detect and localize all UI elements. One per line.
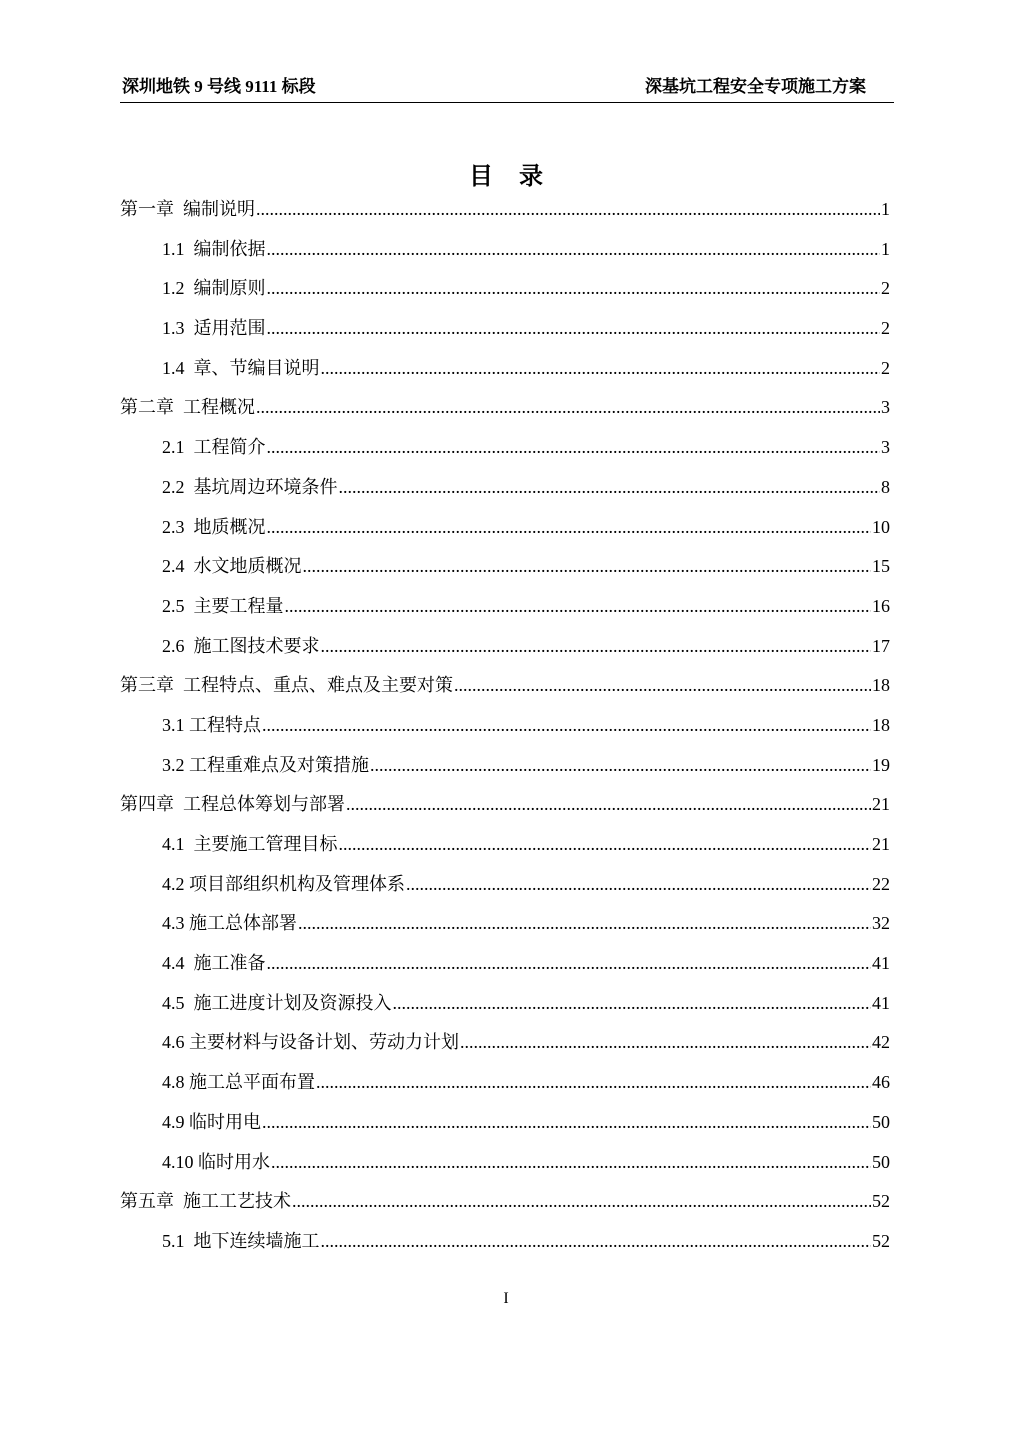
toc-dot-leader <box>267 435 881 459</box>
toc-entry-page: 19 <box>872 754 890 775</box>
toc-section-entry[interactable] <box>120 594 890 634</box>
toc-entry-label: 4.6 主要材料与设备计划、劳动力计划 <box>162 1032 459 1053</box>
toc-dot-leader <box>262 1110 871 1134</box>
toc-entry-label: 4.5 施工进度计划及资源投入 <box>162 992 392 1013</box>
toc-section-entry[interactable] <box>120 1110 890 1150</box>
toc-entry-label: 5.1 地下连续墙施工 <box>162 1230 320 1251</box>
toc-dot-leader <box>267 515 872 539</box>
toc-entry-label: 4.9 临时用电 <box>162 1111 261 1132</box>
toc-entry-label: 2.3 地质概况 <box>162 516 266 537</box>
toc-dot-leader <box>393 991 872 1015</box>
toc-dot-leader <box>370 753 871 777</box>
header-document-title: 深基坑工程安全专项施工方案 <box>645 77 866 96</box>
toc-entry-label: 第五章 施工工艺技术 <box>120 1191 291 1212</box>
toc-entry-page: 22 <box>872 873 890 894</box>
toc-dot-leader <box>262 713 871 737</box>
toc-dot-leader <box>460 1030 871 1054</box>
toc-section-entry[interactable] <box>120 872 890 912</box>
toc-title: 目录 <box>469 164 569 190</box>
page-header <box>120 72 894 103</box>
table-of-contents <box>120 197 890 1269</box>
toc-entry-page: 41 <box>872 992 890 1013</box>
toc-section-entry[interactable] <box>120 713 890 753</box>
toc-section-entry[interactable] <box>120 832 890 872</box>
toc-entry-label: 2.1 工程简介 <box>162 437 266 458</box>
toc-entry-page: 1 <box>881 238 890 259</box>
toc-entry-label: 3.2 工程重难点及对策措施 <box>162 754 369 775</box>
toc-dot-leader <box>316 1070 871 1094</box>
toc-section-entry[interactable] <box>120 1229 890 1269</box>
toc-entry-page: 2 <box>881 318 890 339</box>
toc-entry-label: 第一章 编制说明 <box>120 199 255 219</box>
toc-entry-page: 16 <box>872 595 890 616</box>
toc-section-entry[interactable] <box>120 435 890 475</box>
toc-section-entry[interactable] <box>120 753 890 793</box>
toc-section-entry[interactable] <box>120 276 890 316</box>
toc-dot-leader <box>256 395 880 419</box>
toc-entry-label: 4.8 施工总平面布置 <box>162 1072 315 1093</box>
toc-entry-label: 第四章 工程总体筹划与部署 <box>120 794 345 815</box>
toc-entry-label: 第二章 工程概况 <box>120 397 255 418</box>
toc-chapter-entry[interactable] <box>120 1189 890 1229</box>
toc-dot-leader <box>267 276 881 300</box>
toc-entry-label: 4.1 主要施工管理目标 <box>162 834 338 854</box>
toc-dot-leader <box>271 1150 871 1174</box>
toc-dot-leader <box>321 1229 872 1253</box>
header-project-name: 深圳地铁 9 号线 9111 标段 <box>122 77 316 96</box>
toc-section-entry[interactable] <box>120 475 890 515</box>
toc-dot-leader <box>267 316 881 340</box>
toc-entry-page: 52 <box>872 1191 890 1212</box>
toc-entry-page: 46 <box>872 1072 890 1093</box>
toc-entry-label: 3.1 工程特点 <box>162 714 261 735</box>
page-number: I <box>503 1290 509 1307</box>
toc-chapter-entry[interactable] <box>120 792 890 832</box>
toc-dot-leader <box>303 554 872 578</box>
toc-entry-page: 18 <box>872 675 890 696</box>
toc-section-entry[interactable] <box>120 316 890 356</box>
toc-entry-label: 1.4 章、节编目说明 <box>162 357 320 378</box>
toc-dot-leader <box>339 475 881 499</box>
toc-entry-page: 21 <box>872 794 890 815</box>
toc-entry-page: 42 <box>872 1032 890 1053</box>
toc-section-entry[interactable] <box>120 1030 890 1070</box>
toc-entry-page: 3 <box>881 437 890 458</box>
toc-section-entry[interactable] <box>120 951 890 991</box>
toc-entry-page: 3 <box>881 397 890 418</box>
toc-entry-label: 第三章 工程特点、重点、难点及主要对策 <box>120 675 453 696</box>
toc-entry-label: 1.2 编制原则 <box>162 278 266 299</box>
toc-dot-leader <box>267 237 881 261</box>
toc-dot-leader <box>339 832 872 856</box>
toc-entry-label: 4.2 项目部组织机构及管理体系 <box>162 873 405 894</box>
toc-entry-label: 2.6 施工图技术要求 <box>162 635 320 656</box>
toc-dot-leader <box>321 356 881 380</box>
toc-entry-page: 18 <box>872 714 890 735</box>
toc-entry-page: 41 <box>872 953 890 974</box>
toc-dot-leader <box>267 951 872 975</box>
toc-dot-leader <box>285 594 872 618</box>
toc-entry-label: 4.3 施工总体部署 <box>162 913 297 934</box>
toc-section-entry[interactable] <box>120 991 890 1031</box>
toc-entry-page: 17 <box>872 635 890 656</box>
toc-entry-label: 2.5 主要工程量 <box>162 595 284 616</box>
toc-dot-leader <box>298 911 871 935</box>
toc-entry-label: 1.3 适用范围 <box>162 318 266 339</box>
toc-section-entry[interactable] <box>120 515 890 555</box>
toc-section-entry[interactable] <box>120 237 890 277</box>
toc-entry-page: 21 <box>872 834 890 854</box>
toc-dot-leader <box>292 1189 871 1213</box>
toc-entry-page: 32 <box>872 913 890 934</box>
toc-chapter-entry[interactable] <box>120 395 890 435</box>
toc-section-entry[interactable] <box>120 1070 890 1110</box>
toc-entry-page: 50 <box>872 1111 890 1132</box>
toc-entry-page: 10 <box>872 516 890 537</box>
toc-section-entry[interactable] <box>120 554 890 594</box>
toc-entry-page: 2 <box>881 357 890 378</box>
toc-entry-label: 4.10 临时用水 <box>162 1151 270 1172</box>
toc-dot-leader <box>256 197 880 221</box>
toc-entry-page: 52 <box>872 1230 890 1251</box>
toc-entry-label: 4.4 施工准备 <box>162 953 266 974</box>
toc-entry-label: 1.1 编制依据 <box>162 238 266 259</box>
toc-dot-leader <box>346 792 871 816</box>
toc-section-entry[interactable] <box>120 634 890 674</box>
toc-dot-leader <box>321 634 872 658</box>
toc-section-entry[interactable] <box>120 356 890 396</box>
toc-dot-leader <box>406 872 871 896</box>
toc-entry-page: 1 <box>881 199 890 219</box>
toc-entry-label: 2.4 水文地质概况 <box>162 556 302 577</box>
toc-chapter-entry[interactable] <box>120 197 890 237</box>
toc-section-entry[interactable] <box>120 1150 890 1190</box>
toc-chapter-entry[interactable] <box>120 673 890 713</box>
toc-section-entry[interactable] <box>120 911 890 951</box>
toc-entry-page: 2 <box>881 278 890 299</box>
toc-entry-page: 15 <box>872 556 890 577</box>
toc-dot-leader <box>454 673 871 697</box>
toc-entry-page: 50 <box>872 1151 890 1172</box>
toc-entry-label: 2.2 基坑周边环境条件 <box>162 476 338 497</box>
toc-entry-page: 8 <box>881 476 890 497</box>
